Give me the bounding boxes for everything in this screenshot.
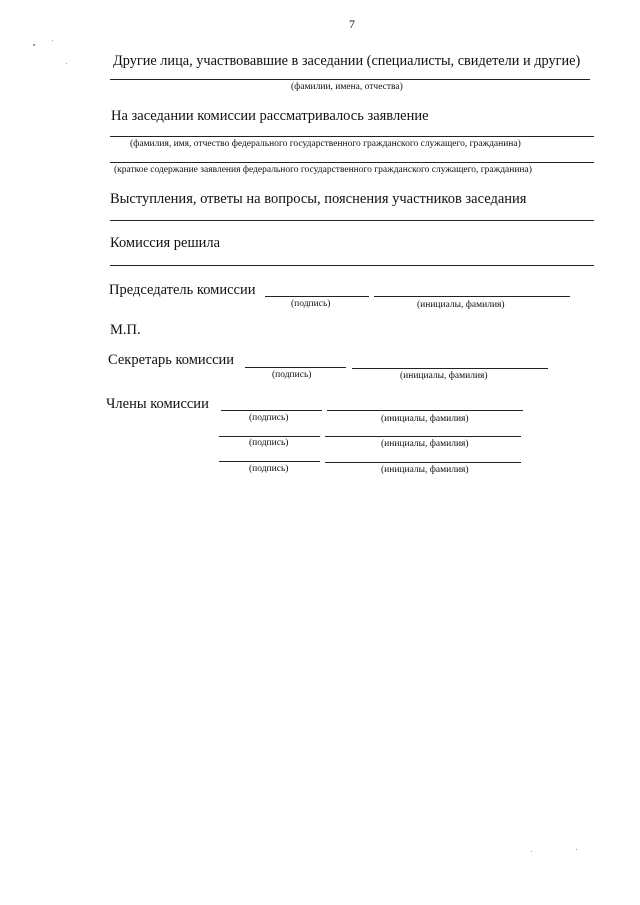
scan-speck xyxy=(531,851,532,852)
chairman-signature-caption: (подпись) xyxy=(291,299,331,309)
secretary-signature-caption: (подпись) xyxy=(272,370,312,380)
chairman-name-caption: (инициалы, фамилия) xyxy=(417,300,505,310)
member-signature-line[interactable] xyxy=(221,410,322,411)
application-name-line[interactable] xyxy=(110,136,594,137)
application-summary-caption: (краткое содержание заявления федерального государственного гражданского служащего, гражданина) xyxy=(114,165,532,175)
scan-speck xyxy=(66,63,67,64)
secretary-signature-line[interactable] xyxy=(245,367,346,368)
secretary-name-caption: (инициалы, фамилия) xyxy=(400,371,488,381)
application-name-caption: (фамилия, имя, отчество федерального государственного гражданского служащего, гражданина) xyxy=(130,139,521,149)
members-label: Члены комиссии xyxy=(106,396,209,412)
application-summary-line[interactable] xyxy=(110,162,594,163)
scan-speck xyxy=(52,40,53,41)
member-name-caption: (инициалы, фамилия) xyxy=(381,439,469,449)
others-caption: (фамилии, имена, отчества) xyxy=(291,82,403,92)
others-line[interactable] xyxy=(110,79,590,80)
speeches-line[interactable] xyxy=(110,220,594,221)
speeches-heading: Выступления, ответы на вопросы, пояснения участников заседания xyxy=(110,191,527,207)
chairman-signature-line[interactable] xyxy=(265,296,369,297)
member-signature-caption: (подпись) xyxy=(249,413,289,423)
chairman-label: Председатель комиссии xyxy=(109,282,256,298)
page-number: 7 xyxy=(349,17,355,31)
member-name-line[interactable] xyxy=(325,462,521,463)
member-signature-caption: (подпись) xyxy=(249,464,289,474)
member-name-line[interactable] xyxy=(327,410,523,411)
member-signature-caption: (подпись) xyxy=(249,438,289,448)
secretary-label: Секретарь комиссии xyxy=(108,352,235,368)
scan-speck xyxy=(33,44,35,46)
decision-line[interactable] xyxy=(110,265,594,266)
member-name-caption: (инициалы, фамилия) xyxy=(381,465,469,475)
chairman-name-line[interactable] xyxy=(374,296,570,297)
member-name-line[interactable] xyxy=(325,436,521,437)
application-heading: На заседании комиссии рассматривалось заявление xyxy=(111,108,429,124)
member-signature-line[interactable] xyxy=(219,436,320,437)
others-heading: Другие лица, участвовавшие в заседании (специалисты, свидетели и другие) xyxy=(113,53,581,69)
seal-label: М.П. xyxy=(110,322,141,338)
secretary-name-line[interactable] xyxy=(352,368,548,369)
scan-speck xyxy=(576,849,577,850)
member-signature-line[interactable] xyxy=(219,461,320,462)
member-name-caption: (инициалы, фамилия) xyxy=(381,414,469,424)
decision-heading: Комиссия решила xyxy=(110,235,221,251)
